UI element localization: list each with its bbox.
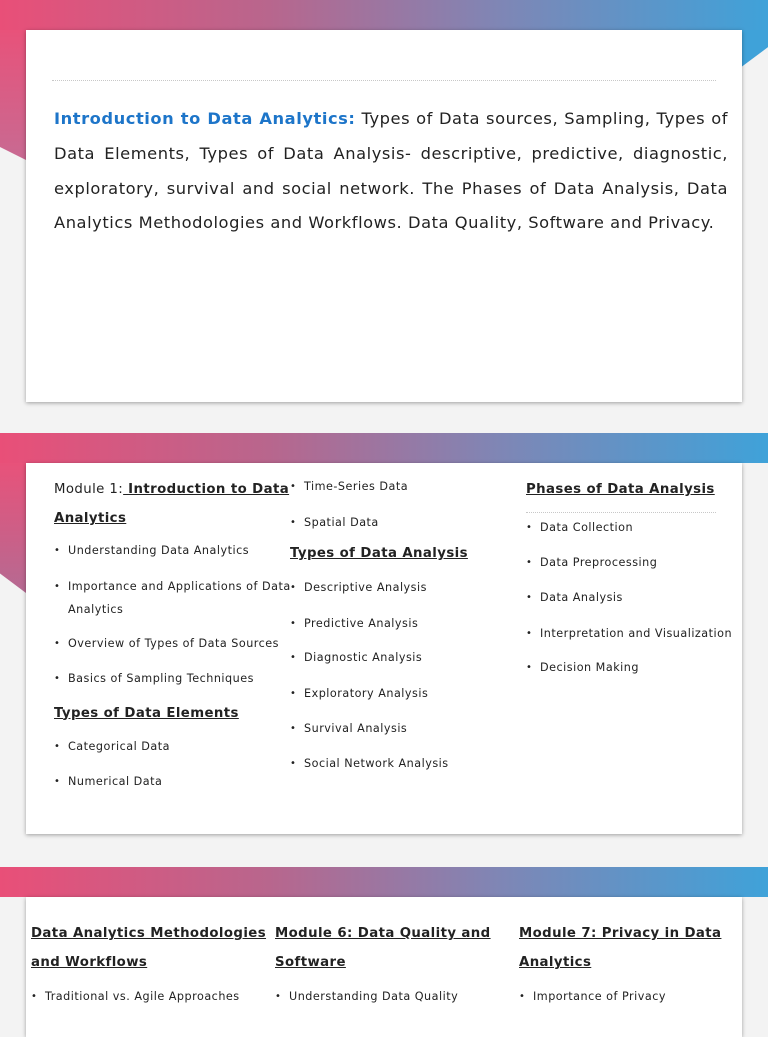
list-item: • Importance and Applications of Data Analytics (54, 575, 294, 622)
slide-1 (26, 30, 742, 402)
data-quality-list (275, 985, 505, 1009)
list-item: • Overview of Types of Data Sources (54, 632, 294, 656)
list-item: • Predictive Analysis (290, 612, 526, 636)
list-item: • Numerical Data (54, 770, 294, 794)
module-7-heading: Module 7: Privacy in Data Analytics (519, 926, 722, 970)
methodologies-list (31, 985, 269, 1009)
module-heading: Introduction to Data Analytics (54, 482, 290, 526)
slide-1-left-accent-shape (0, 30, 26, 160)
list-item: • Importance of Privacy (519, 985, 734, 1009)
slide-3-top-band (0, 867, 768, 897)
slide-3-column-1 (31, 919, 269, 1009)
module-1-list (54, 539, 294, 691)
list-item: • Understanding Data Quality (275, 985, 505, 1009)
module-6-heading: Module 6: Data Quality and Software (275, 926, 491, 970)
list-item: • Traditional vs. Agile Approaches (31, 985, 269, 1009)
slide-1-paragraph (54, 102, 728, 241)
module-1-title (54, 475, 294, 533)
list-item: • Exploratory Analysis (290, 682, 526, 706)
slide-2-column-1 (54, 475, 294, 794)
list-item: • Basics of Sampling Techniques (54, 667, 294, 691)
list-item: • Data Preprocessing (526, 551, 742, 575)
privacy-list (519, 985, 734, 1009)
list-item: • Interpretation and Visualization (526, 622, 742, 646)
list-item: • Survival Analysis (290, 717, 526, 741)
data-analysis-list (290, 576, 526, 775)
accent-title: Introduction to Data Analytics: (54, 109, 356, 128)
slide-1-body: Types of Data sources, Sampling, Types of Data Elements, Types of Data Analysis- descriptive, predictive, diagnostic, exploratory, survival and social network. The Phases of Data Analysis, Data Analytics Methodologies and Workflows. Data Quality, Software and Privacy. (54, 109, 728, 233)
list-item: • Categorical Data (54, 735, 294, 759)
list-item: • Data Collection (526, 516, 742, 540)
slide-3 (26, 897, 742, 1037)
phases-list (526, 516, 742, 680)
list-item: • Spatial Data (290, 511, 526, 535)
slide-2-left-accent-shape (0, 463, 26, 593)
divider (52, 80, 716, 81)
slide-3-column-2 (275, 919, 505, 1009)
list-item: • Data Analysis (526, 586, 742, 610)
list-item: • Social Network Analysis (290, 752, 526, 776)
data-sources-list (290, 475, 526, 534)
types-of-data-elements-heading: Types of Data Elements (54, 705, 239, 721)
slide-2 (26, 463, 742, 834)
slide-2-column-2 (290, 475, 526, 775)
slide-2-column-3 (526, 475, 742, 680)
module-label: Module 1: (54, 482, 124, 497)
data-elements-list (54, 735, 294, 794)
slide-3-column-3 (519, 919, 734, 1009)
slide-2-top-band (0, 433, 768, 463)
methodologies-heading: Data Analytics Methodologies and Workflows (31, 926, 267, 970)
phases-of-data-analysis-heading: Phases of Data Analysis (526, 482, 715, 497)
list-item: • Time-Series Data (290, 475, 526, 499)
list-item: • Decision Making (526, 656, 742, 680)
list-item: • Understanding Data Analytics (54, 539, 294, 563)
list-item: • Descriptive Analysis (290, 576, 526, 600)
list-item: • Diagnostic Analysis (290, 646, 526, 670)
types-of-data-analysis-heading: Types of Data Analysis (290, 546, 468, 561)
